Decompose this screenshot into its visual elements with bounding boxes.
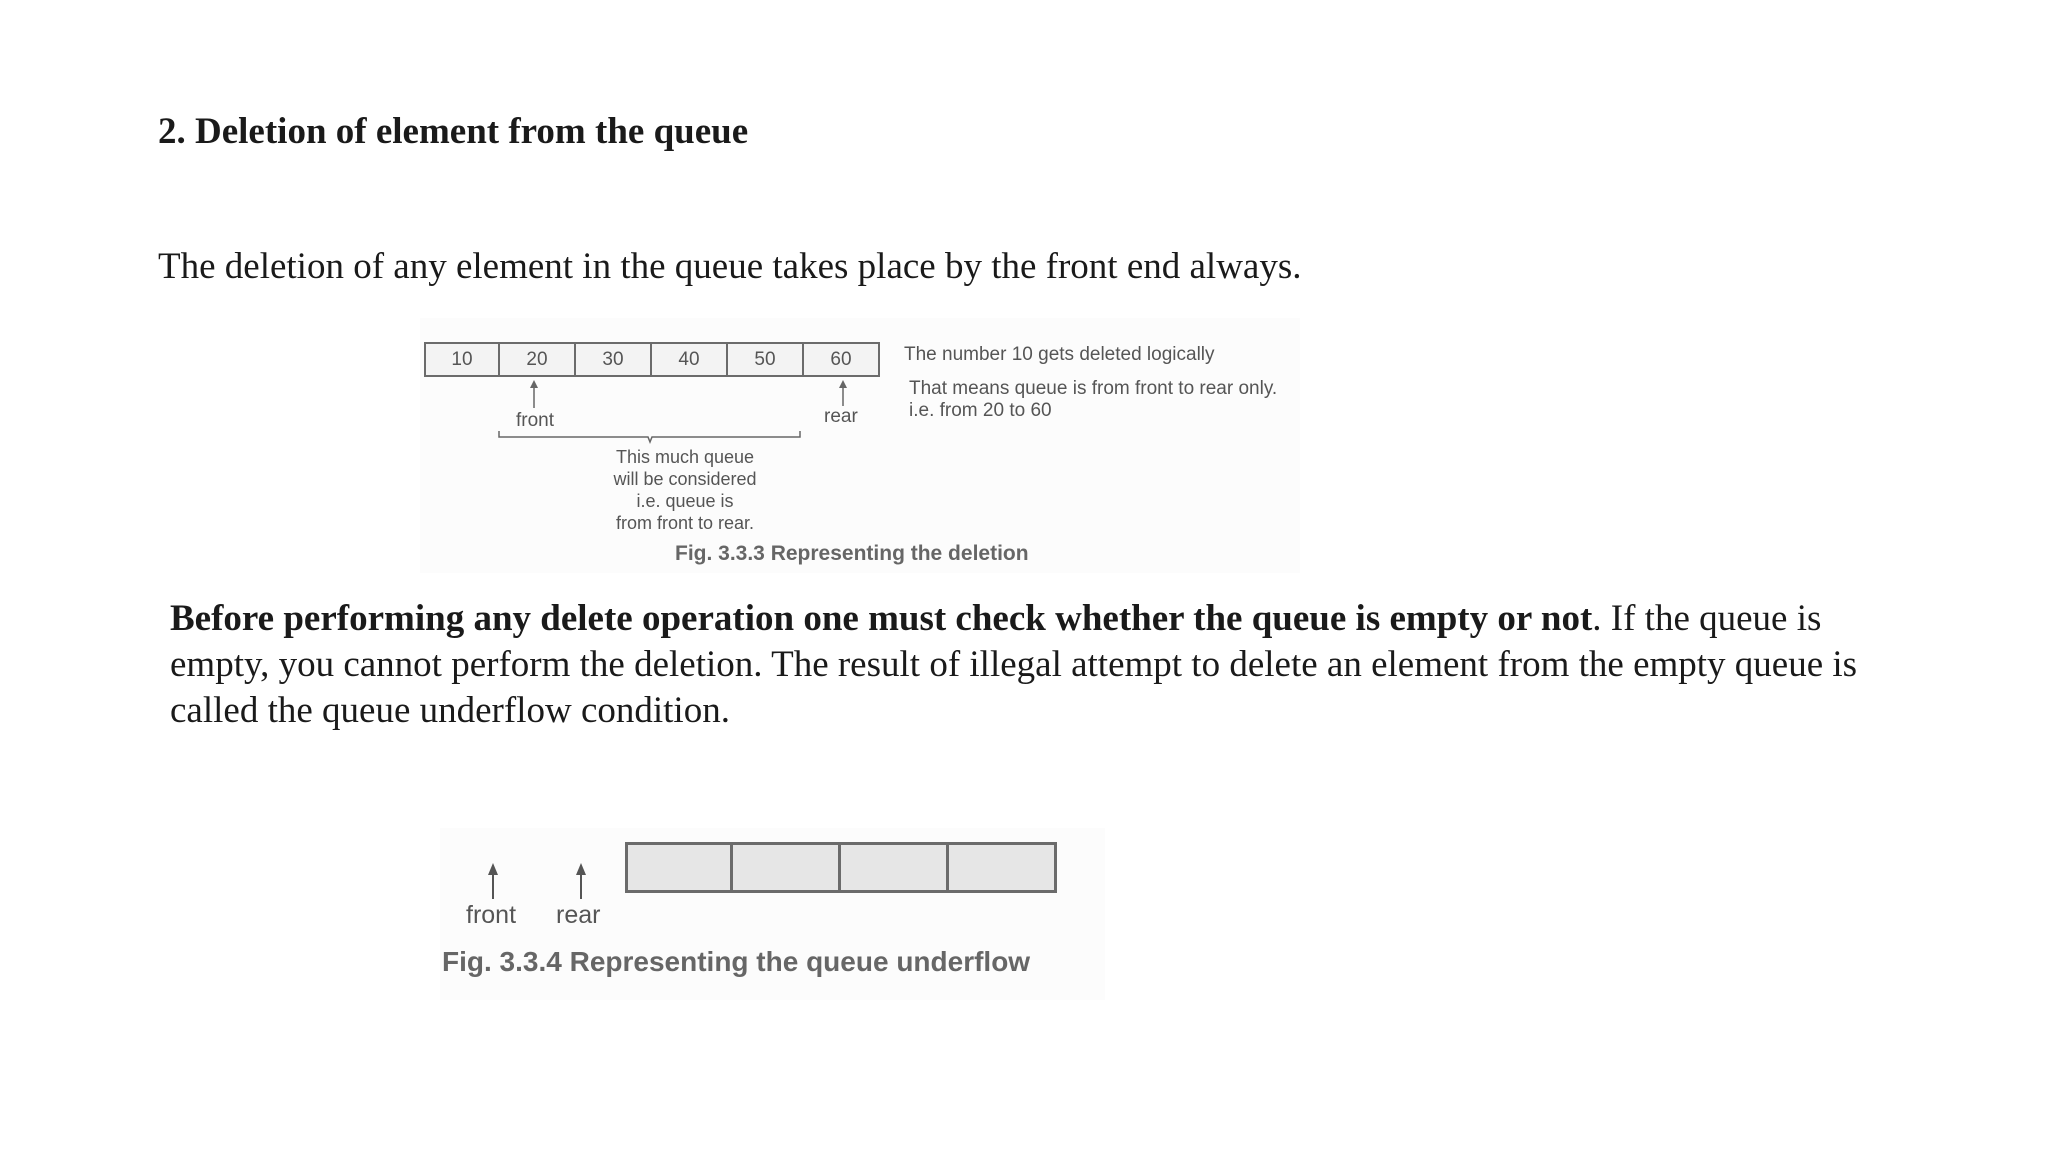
queue-cell: [949, 842, 1057, 893]
figure-underflow: [440, 828, 1105, 1000]
span-note-line: from front to rear.: [615, 513, 755, 533]
front-arrow-icon: [527, 380, 541, 408]
queue-cell: 10: [424, 342, 500, 377]
front-label: front: [516, 410, 555, 431]
span-note: [580, 446, 790, 534]
rear-label: rear: [824, 406, 858, 427]
span-note-line: will be considered: [613, 469, 757, 489]
rear-arrow-icon: [573, 863, 589, 899]
queue-cells: [424, 342, 880, 377]
queue-cell: 20: [500, 342, 576, 377]
range-note-line: i.e. from 20 to 60: [909, 400, 1052, 421]
queue-cell: [733, 842, 841, 893]
rear-label: rear: [556, 901, 601, 929]
deletion-note: The number 10 gets deleted logically: [904, 344, 1215, 365]
queue-cell: 60: [804, 342, 880, 377]
empty-queue-cells: [625, 842, 1057, 893]
figure-caption: Fig. 3.3.4 Representing the queue underflow: [442, 946, 1031, 977]
figure-deletion: [420, 318, 1300, 573]
bold-statement: Before performing any delete operation one must check whether the queue is empty or not: [170, 598, 1593, 639]
queue-cell: [625, 842, 733, 893]
queue-cell: 50: [728, 342, 804, 377]
range-note: [909, 378, 1277, 422]
range-note-line: That means queue is from front to rear only.: [909, 378, 1278, 399]
rear-arrow-icon: [836, 380, 850, 406]
brace-icon: [498, 430, 802, 444]
intro-text: The deletion of any element in the queue takes place by the front end always.: [158, 246, 1302, 287]
span-note-line: i.e. queue is: [636, 491, 734, 511]
figure-caption: Fig. 3.3.3 Representing the deletion: [675, 542, 1029, 565]
section-heading: 2. Deletion of element from the queue: [158, 111, 749, 152]
front-label: front: [466, 901, 517, 929]
queue-cell: 30: [576, 342, 652, 377]
front-arrow-icon: [485, 863, 501, 899]
paragraph-rest: . If the queue is empty, you cannot perform the deletion. The result of illegal attempt to delete an element from the empty queue is called the queue underflow condition.: [170, 598, 1858, 731]
underflow-paragraph: [170, 596, 1920, 734]
span-note-line: This much queue: [615, 447, 755, 467]
queue-cell: [841, 842, 949, 893]
queue-cell: 40: [652, 342, 728, 377]
